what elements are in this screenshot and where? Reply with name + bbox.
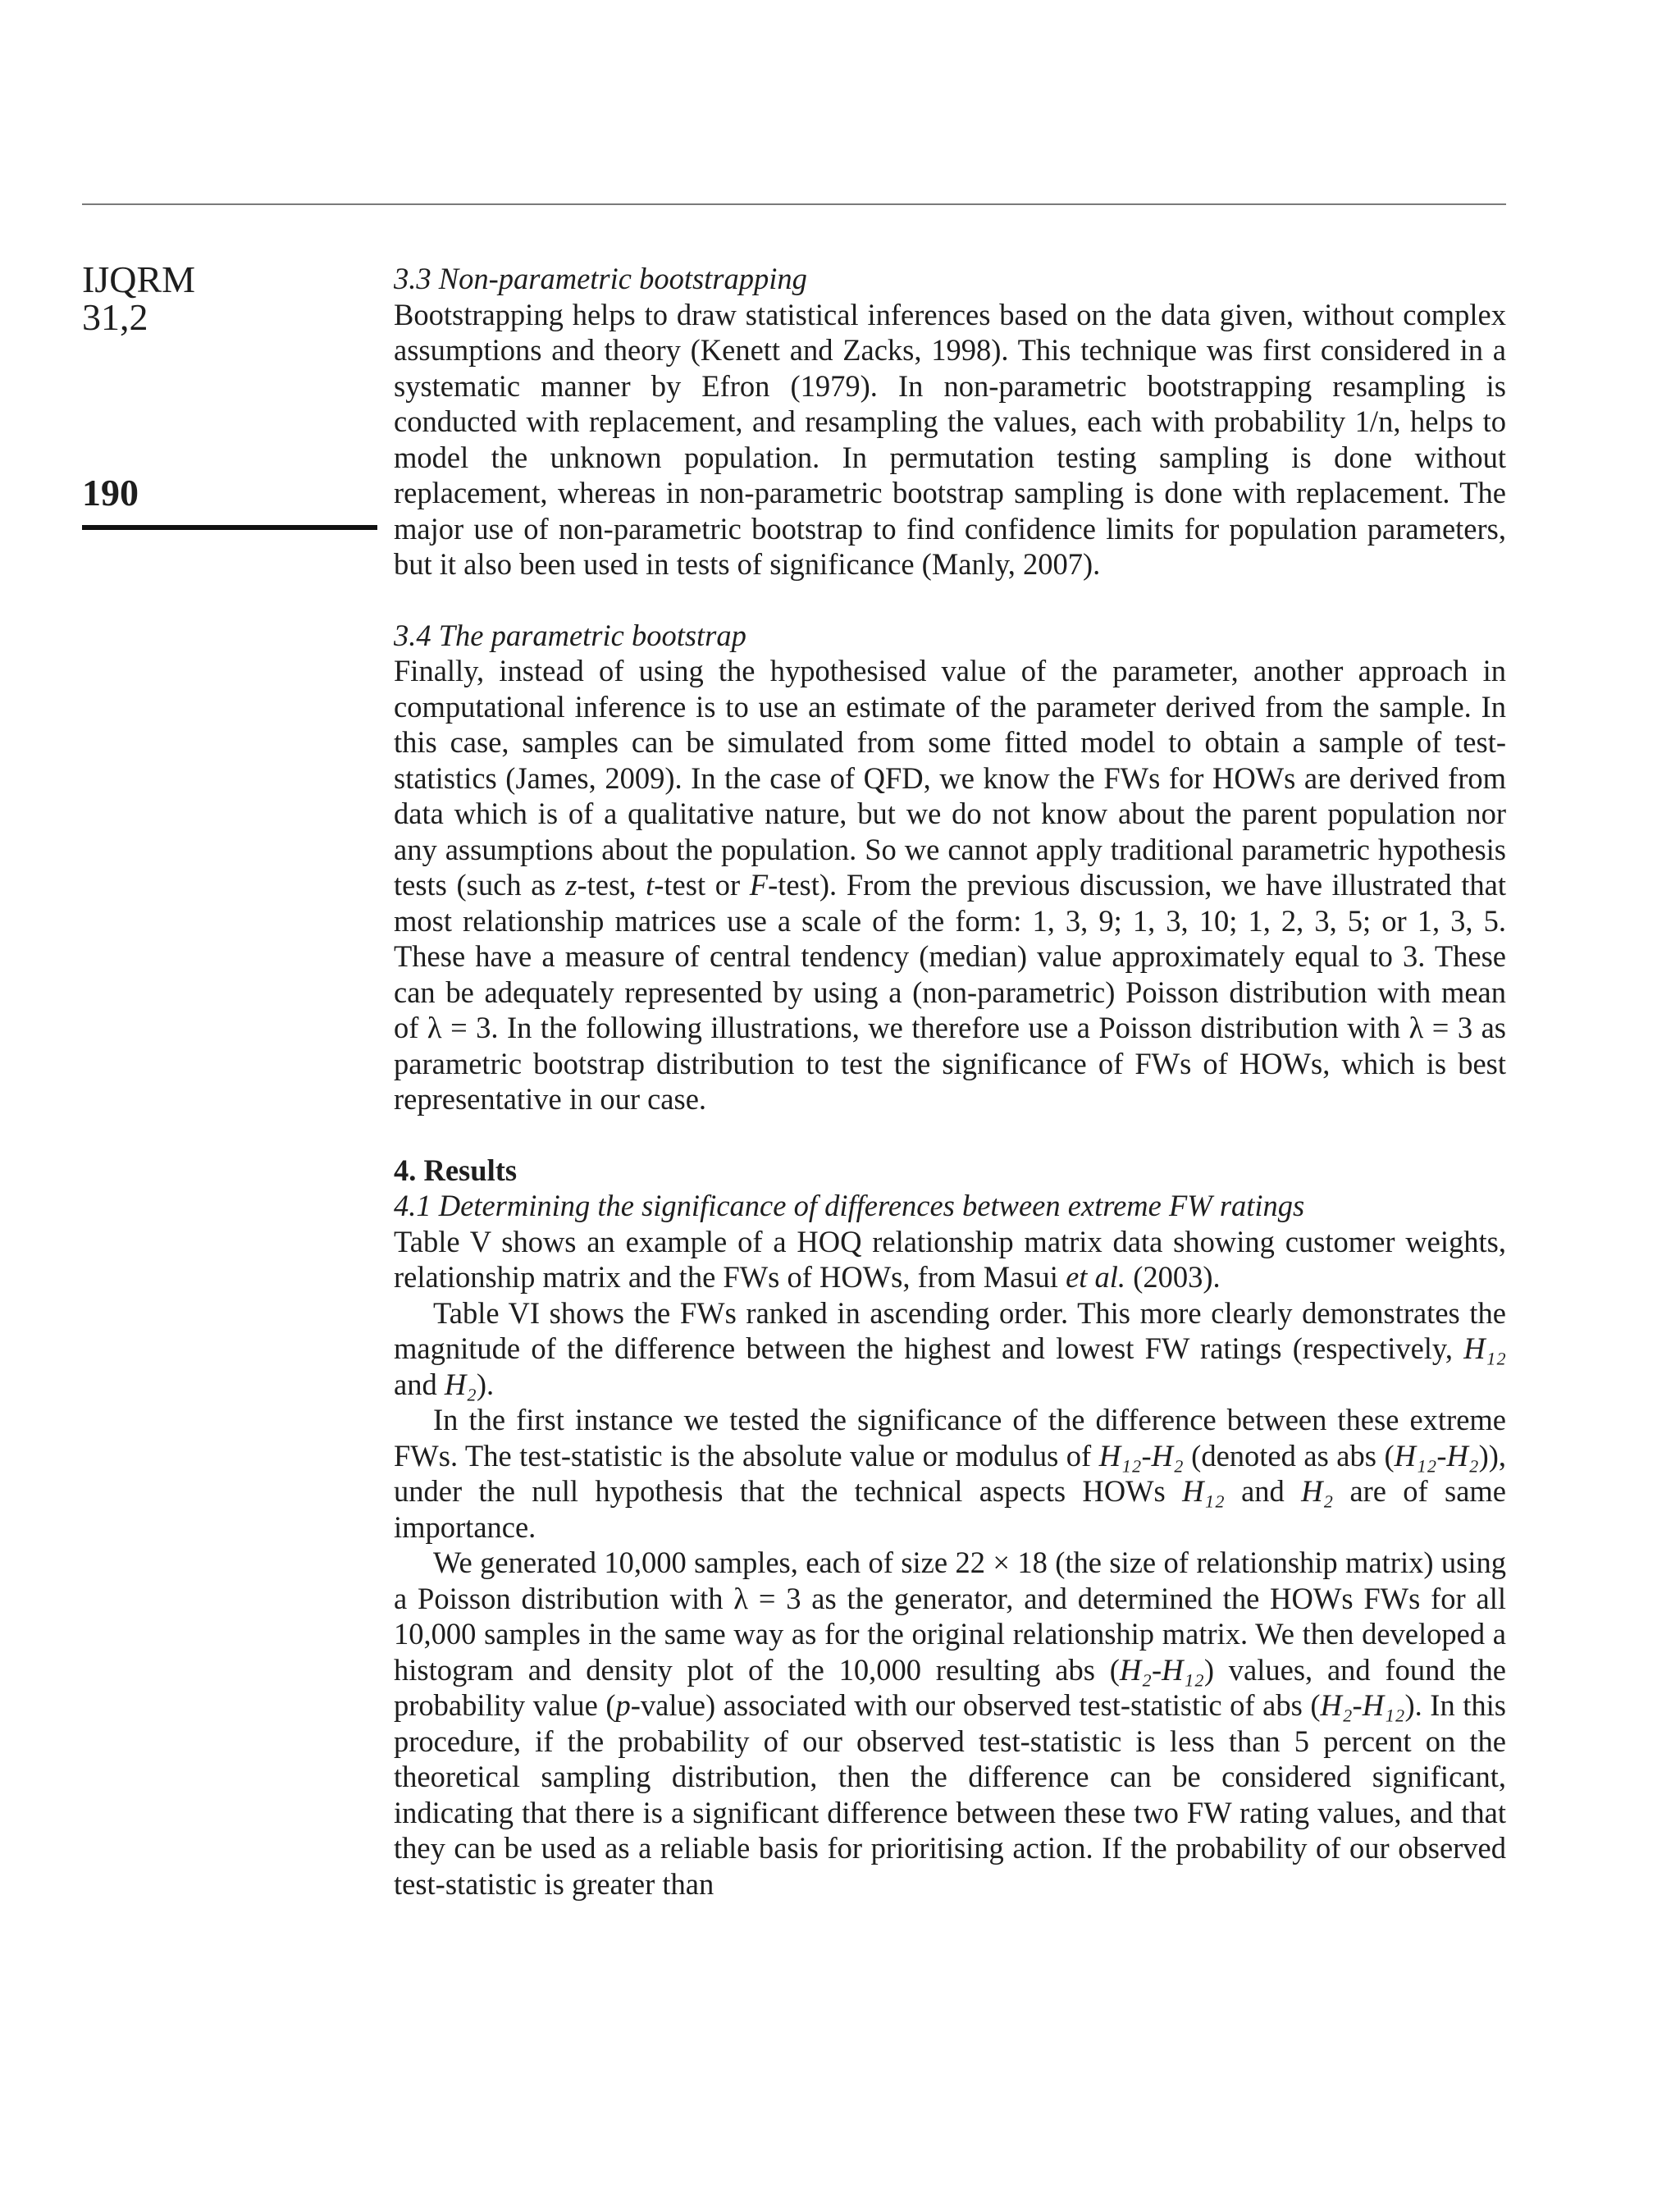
header-rule [82, 203, 1506, 205]
section-4-1-paragraph-1: Table V shows an example of a HOQ relationship matrix data showing customer weights, relationship matrix and the FWs of HOWs, from Masui et al. (2003). [394, 1224, 1506, 1294]
section-4-1-paragraph-2: Table VI shows the FWs ranked in ascending order. This more clearly demonstrates the magnitude of the difference between the highest and lowest FW ratings (respectively, H₁₂ and H₂). [394, 1295, 1506, 1401]
article-body [394, 261, 1506, 1902]
section-3-4-title: 3.4 The parametric bootstrap [394, 618, 746, 652]
page-number-rule [82, 525, 377, 530]
journal-abbreviation: IJQRM [82, 258, 196, 300]
section-4-1-paragraph-3: In the first instance we tested the significance of the difference between these extreme FWs. The test-statistic is the absolute value or modulus of H₁₂-H₂ (denoted as abs (H₁₂-H₂)), under the null hypothesis that the technical aspects HOWs H₁₂ and H₂ are of same importance. [394, 1403, 1506, 1544]
section-3-4-paragraph: Finally, instead of using the hypothesised value of the parameter, another approach in computational inference is to use an estimate of the parameter derived from the sample. In this case, samples can be simulated from some fitted model to obtain a sample of test-statistics (James, 2009). In the case of QFD, we know the FWs for HOWs are derived from data which is of a qualitative nature, but we do not know about the parent population nor any assumptions about the population. So we cannot apply traditional parametric hypothesis tests (such as z-test, t-test or F-test). From the previous discussion, we have illustrated that most relationship matrices use a scale of the form: 1, 3, 9; 1, 3, 10; 1, 2, 3, 5; or 1, 3, 5. These have a measure of central tendency (median) value approximately equal to 3. These can be adequately represented by using a (non-parametric) Poisson distribution with mean of λ = 3. In the following illustrations, we therefore use a Poisson distribution with λ = 3 as parametric bootstrap distribution to test the significance of FWs of HOWs, which is best representative in our case. [394, 654, 1507, 1116]
section-4-1-title: 4.1 Determining the significance of differences between extreme FW ratings [394, 1189, 1305, 1222]
journal-volume: 31,2 [82, 296, 148, 338]
page-number: 190 [82, 472, 139, 514]
section-3-3-title: 3.3 Non-parametric bootstrapping [394, 262, 807, 295]
running-header [82, 258, 377, 338]
section-3-3-paragraph: Bootstrapping helps to draw statistical inferences based on the data given, without complex assumptions and theory (Kenett and Zacks, 1998). This technique was first considered in a systematic manner by Efron (1979). In non-parametric bootstrapping resampling is conducted with replacement, and resampling the values, each with probability 1/n, helps to model the unknown population. In permutation testing sampling is done without replacement, whereas in non-parametric bootstrap sampling is done with replacement. The major use of non-parametric bootstrap to find confidence limits for population parameters, but it also been used in tests of significance (Manly, 2007). [394, 297, 1506, 581]
section-4-heading: 4. Results [394, 1153, 518, 1187]
section-4-1-paragraph-4: We generated 10,000 samples, each of size 22 × 18 (the size of relationship matrix) using a Poisson distribution with λ = 3 as the generator, and determined the HOWs FWs for all 10,000 samples in the same way as for the original relationship matrix. We then developed a histogram and density plot of the 10,000 resulting abs (H₂-H₁₂) values, and found the probability value (p-value) associated with our observed test-statistic of abs (H₂-H₁₂). In this procedure, if the probability of our observed test-statistic is less than 5 percent on the theoretical sampling distribution, then the difference can be considered significant, indicating that there is a significant difference between these two FW rating values, and that they can be used as a reliable basis for prioritising action. If the probability of our observed test-statistic is greater than [394, 1546, 1507, 1901]
